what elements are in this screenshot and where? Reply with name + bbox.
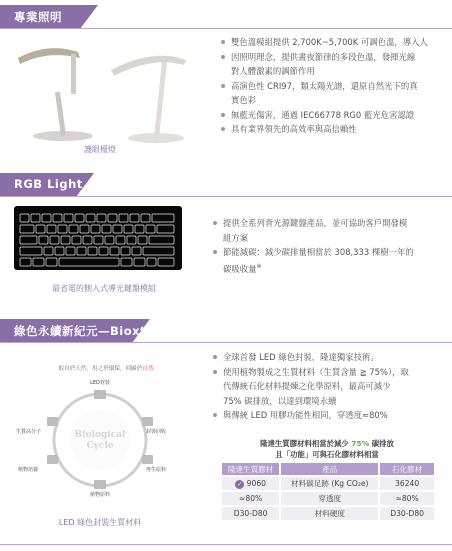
list-item: 雙色溫模組提供 2,700K~5,700K 可調色溫，導入人: [220, 35, 448, 50]
list-item: 提供全系列背光源鍵盤產品，並可協助客戶開發模: [212, 216, 448, 231]
cycle-node: 生質高分子: [16, 429, 42, 435]
table-title: 隆達生質膠材料相當於減少 75% 碳排放: [260, 439, 394, 448]
backlit-keyboard-image: [14, 206, 182, 270]
check-icon: ✓: [237, 480, 243, 488]
list-item-cont: 碳吸收量※: [223, 262, 262, 274]
bioxtar-bullets: [212, 350, 448, 423]
table-row: ✓ 9060 材料碳足跡 (Kg CO₂e) 36240: [222, 477, 434, 490]
bottom-divider: [0, 544, 452, 545]
comparison-table: [220, 461, 436, 522]
list-item: 與傳統 LED 用膠功能性相同，穿透度≈80%: [212, 408, 448, 423]
list-item: 全球首發 LED 綠色封裝，隆達獨家技術。: [212, 350, 448, 365]
section-header-lighting: [0, 5, 452, 29]
lighting-bullets: [220, 35, 448, 137]
footnote-mark: ※: [256, 262, 262, 270]
table-row: D30-D80 材料硬度 D30-D80: [222, 507, 434, 520]
list-item: 節能減碳：減少碳排量相當於 308,333 棵樹一年的: [212, 245, 448, 260]
keyboard-caption: 最省電的側入式導光鍵盤模組: [52, 284, 156, 293]
list-item-cont: 代傳統石化材料提煉之化學原料，最高可減少: [223, 381, 391, 391]
desk-lamp-image: [8, 30, 208, 150]
section-header-bioxtar: [0, 319, 452, 343]
table-row: ≈80% 穿透度 ≈80%: [222, 492, 434, 505]
section-header-rgb: [0, 173, 452, 197]
biological-cycle-diagram: [14, 364, 198, 504]
list-item: 使用植物製成之生質材料（生質含量 ≧ 75%），取: [212, 365, 448, 380]
list-item-cont: 對人體激素的調節作用: [231, 66, 315, 76]
cycle-node: 封裝回收: [146, 429, 167, 435]
list-item-cont: 實色彩: [231, 95, 257, 105]
table-subtitle: 且「功能」可與石化膠材料相當: [275, 450, 379, 459]
list-item: 無藍光傷害，通過 IEC66778 RG0 藍光危害認證: [220, 108, 448, 123]
section-title: 綠色永續新紀元—Bioxtar: [14, 324, 161, 338]
section-title: 專業照明: [14, 10, 62, 24]
list-item-cont: 75% 碳排放，以達到環境永續: [223, 395, 337, 406]
list-item-cont: 組方案: [223, 232, 249, 243]
table-header: 石化膠材: [380, 463, 434, 475]
table-header: 產品: [281, 463, 378, 475]
cycle-title: Biological Cycle: [74, 430, 126, 451]
cycle-node: LED封裝: [90, 380, 110, 386]
section-title: RGB Light: [14, 177, 83, 191]
bioxtar-caption: LED 綠色封裝生質材料: [58, 518, 142, 527]
cycle-node: 植物培養: [18, 467, 39, 473]
list-item: 高演色性 CRI97，類太陽光譜，還原自然光下的真: [220, 79, 448, 94]
rgb-bullets: [212, 216, 448, 276]
lamp-caption: 護眼檯燈: [84, 145, 116, 154]
diagram-tagline: 取自於天然，用之於環保，回歸於自然: [58, 366, 154, 372]
cycle-node: 植物原料: [89, 492, 110, 498]
table-header: 隆達生質膠材: [222, 463, 279, 475]
list-item: 因照明理念，提供晝夜節律的多段色溫，發揮光線: [220, 50, 448, 65]
list-item: 具有業界領先的高效率與高信賴性: [220, 122, 448, 137]
cycle-node: 再生原料: [146, 467, 167, 473]
